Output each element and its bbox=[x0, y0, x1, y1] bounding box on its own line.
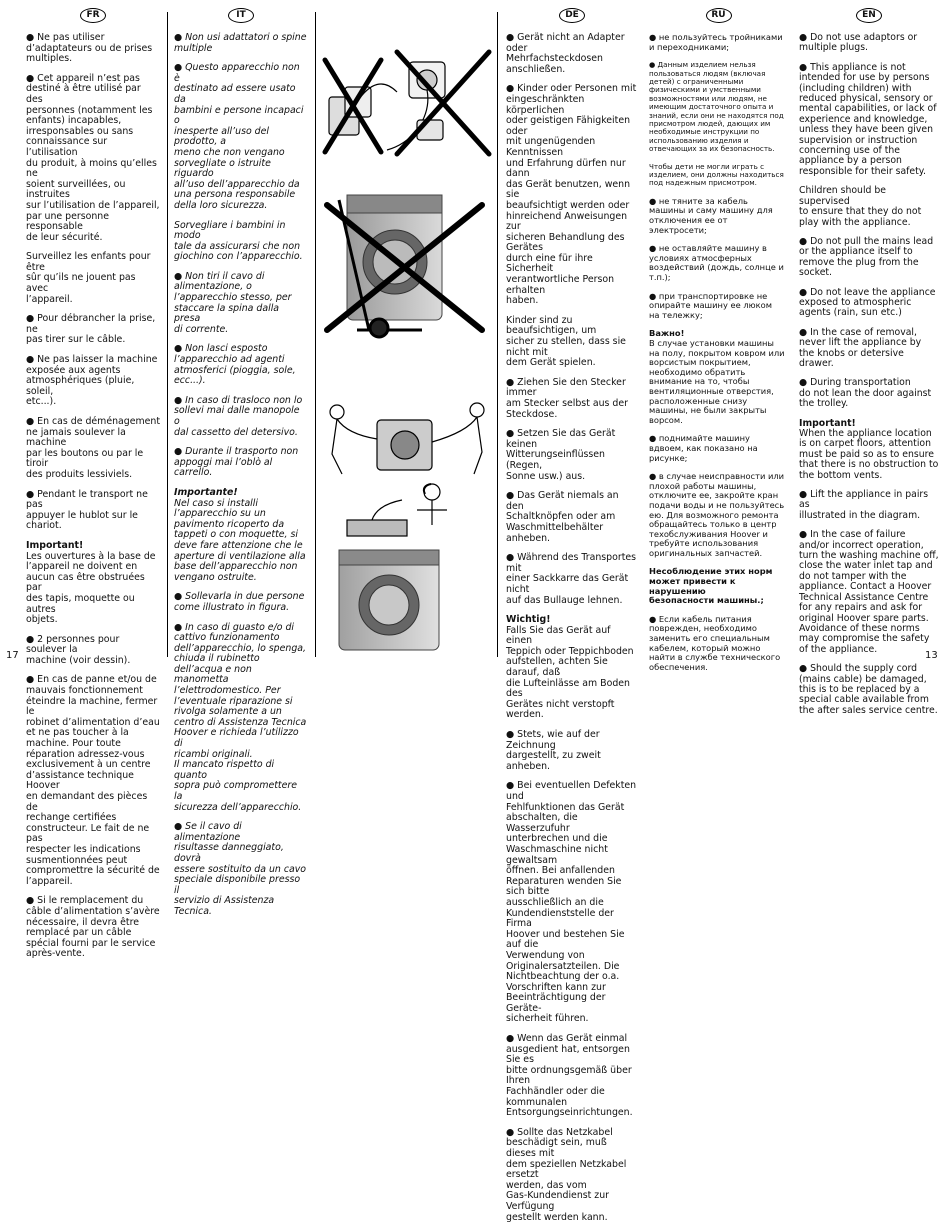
no-trolley-door-illustration bbox=[317, 180, 495, 340]
language-badge-en: EN bbox=[856, 8, 882, 23]
paragraph: ● Questo apparecchio non è destinato ad essere usato da bambini e persone incapaci o inesperte all’uso del prodotto, a meno che non vengano sorvegliate o istruite riguardo all’uso dell’apparecchio da una persona responsabile della loro sicurezza. bbox=[174, 62, 304, 211]
page-number-right: 13 bbox=[925, 650, 938, 661]
column-en bbox=[795, 0, 943, 716]
paragraph: ● This appliance is not intended for use by persons (including children) with reduced physical, sensory or mental capabilities, or lack of experience and knowledge, unless they have been given supervision or instruction concerning use of the appliance by a person responsible for their safety. bbox=[799, 61, 937, 177]
paragraph: Surveillez les enfants pour être sûr qu’ils ne jouent pas avec l’appareil. bbox=[26, 251, 151, 305]
important-heading: Важно! bbox=[649, 328, 685, 339]
paragraph: ● In the case of failure and/or incorrect operation, turn the washing machine off, close the water inlet tap and do not tamper with the appliance. Contact a Hoover Technical Assistance Centre for any repairs and ask for original Hoover spare parts. Avoidance of these norms may compromise the safety of the appliance. bbox=[799, 529, 939, 655]
paragraph: ● не тяните за кабель машины и саму машину для отключения ее от электросети; bbox=[649, 195, 773, 235]
important-heading: Important! bbox=[799, 417, 856, 429]
important-note: Wichtig! Falls Sie das Gerät auf einen Teppich oder Teppichboden aufstellen, achten Sie darauf, daß die Lufteinlässe am Boden des Gerätes nicht verstopft werden. bbox=[506, 614, 634, 721]
paragraph: ● Pendant le transport ne pas appuyer le hublot sur le chariot. bbox=[26, 488, 148, 532]
paragraph: ● при транспортировке не опирайте машину ее люком на тележку; bbox=[649, 290, 772, 320]
important-heading: Wichtig! bbox=[506, 614, 551, 626]
important-heading: Importante! bbox=[174, 486, 238, 498]
paragraph: ● Gerät nicht an Adapter oder Mehrfachsteckdosen anschließen. bbox=[506, 32, 625, 75]
column-it bbox=[170, 0, 312, 917]
no-multiple-plugs-illustration bbox=[317, 42, 495, 162]
language-badge-ru: RU bbox=[706, 8, 732, 23]
paragraph: ● Stets, wie auf der Zeichnung dargestellt, zu zweit anheben. bbox=[506, 729, 601, 772]
paragraph: ● Pour débrancher la prise, ne pas tirer sur le câble. bbox=[26, 313, 156, 346]
paragraph: ● Non lasci esposto l’apparecchio ad agenti atmosferici (pioggia, sole, ecc...). bbox=[174, 343, 296, 387]
paragraph: ● Если кабель питания поврежден, необходимо заменить его специальным кабелем, который можно найти в службе технического обеспечения. bbox=[649, 613, 781, 672]
warning-note: Несоблюдение этих норм может привести к нарушению безопасности машины.; bbox=[649, 566, 773, 606]
paragraph: ● Ne pas utiliser d’adaptateurs ou de prises multiples. bbox=[26, 32, 153, 65]
machine-front-illustration bbox=[317, 545, 495, 655]
paragraph: ● Si le remplacement du câble d’alimentation s’avère nécessaire, il devra être remplacé par un câble spécial fourni par le service après-vente. bbox=[26, 895, 160, 960]
paragraph: ● In caso di trasloco non lo sollevi mai dalle manopole o dal cassetto del detersivo. bbox=[174, 394, 303, 438]
column-divider bbox=[315, 12, 316, 657]
paragraph: ● Ne pas laisser la machine exposée aux agents atmosphériques (pluie, soleil, etc...). bbox=[26, 354, 158, 408]
lift-in-pairs-illustration bbox=[317, 400, 495, 480]
paragraph: ● Durante il trasporto non appoggi mai l’oblò al carrello. bbox=[174, 446, 299, 479]
paragraph: Kinder sind zu beaufsichtigen, um sicher zu stellen, dass sie nicht mit dem Gerät spielen. bbox=[506, 314, 626, 369]
paragraph: ● не оставляйте машину в условиях атмосферных воздействий (дождь, солнце и т.п.); bbox=[649, 243, 784, 283]
paragraph: Children should be supervised to ensure that they do not play with the appliance. bbox=[799, 185, 922, 228]
paragraph: ● Wenn das Gerät einmal ausgedient hat, entsorgen Sie es bitte ordnungsgemäß über Ihren Fachhändler oder die kommunalen Entsorgungseinrichtungen. bbox=[506, 1033, 633, 1119]
important-note: Важно! В случае установки машины на полу, покрытом ковром или ворсистым покрытием, необходимо обратить внимание на то, чтобы вентиляционные отверстия, расположенные снизу машины, не были закрыты ворсом. bbox=[649, 328, 785, 425]
paragraph: ● Cet appareil n’est pas destiné à être utilisé par des personnes (notamment les enfants) incapables, irresponsables ou sans connaissance sur l’utilisation du produit, à moins qu’elles ne soient surveillées, ou instruites sur l’utilisation de l’appareil, par une personne responsable de leur sécurité. bbox=[26, 72, 160, 243]
paragraph: ● Sollevarla in due persone come illustrato in figura. bbox=[174, 591, 305, 613]
important-note: Important! When the appliance location is on carpet floors, attention must be paid so as to ensure that there is no obstruction to the bottom vents. bbox=[799, 417, 939, 481]
language-badge-de: DE bbox=[559, 8, 585, 23]
paragraph: ● Se il cavo di alimentazione risultasse danneggiato, dovrà essere sostituito da un cavo speciale disponibile presso il servizio di Assistenza Tecnica. bbox=[174, 821, 307, 917]
paragraph: ● Ziehen Sie den Stecker immer am Stecker selbst aus der Steckdose. bbox=[506, 376, 628, 420]
paragraph: ● En cas de déménagement ne jamais soulever la machine par les boutons ou par le tiroir des produits lessiviels. bbox=[26, 416, 161, 480]
column-divider bbox=[167, 12, 168, 657]
column-ru bbox=[645, 0, 792, 672]
paragraph: ● In caso di guasto e/o di cattivo funzionamento dell’apparecchio, lo spenga, chiuda il rubinetto dell’acqua e non manometta l’elettrodomestico. Per l’eventuale riparazione si rivolga solamente a un centro di Assistenza Tecnica Hoover e richieda l’utilizzo di ricambi originali. Il mancato rispetto di quanto sopra può compromettere la sicurezza dell’apparecchio. bbox=[174, 621, 307, 813]
paragraph: ● During transportation do not lean the door against the trolley. bbox=[799, 377, 932, 410]
paragraph: ● Während des Transportes mit einer Sackkarre das Gerät nicht auf das Bullauge lehnen. bbox=[506, 552, 637, 606]
call-service-illustration bbox=[317, 480, 495, 540]
paragraph: ● Non usi adattatori o spine multiple bbox=[174, 32, 307, 54]
paragraph: ● En cas de panne et/ou de mauvais fonctionnement éteindre la machine, fermer le robinet d’alimentation d’eau et ne pas toucher à la machine. Pour toute réparation adressez-vous exclusivement à un centre d’assistance technique Hoover en demandant des pièces de rechange certifiées constructeur. Le fait de ne pas respecter les indications susmentionnées peut compromettre la sécurité de l’appareil. bbox=[26, 674, 160, 887]
paragraph: ● Do not pull the mains lead or the appliance itself to remove the plug from the socket. bbox=[799, 235, 934, 279]
paragraph: ● в случае неисправности или плохой работы машины, отключите ее, закройте кран подачи воды и не пользуйтесь ею. Для возможного ремонта обращайтесь только в центр техобслуживания Hoover и требуйте использования оригинальных запчастей. bbox=[649, 471, 785, 558]
paragraph: ● Do not leave the appliance exposed to atmospheric agents (rain, sun etc.) bbox=[799, 286, 936, 319]
paragraph: ● Setzen Sie das Gerät keinen Witterungseinflüssen (Regen, Sonne usw.) aus. bbox=[506, 428, 616, 482]
paragraph: ● Bei eventuellen Defekten und Fehlfunktionen das Gerät abschalten, die Wasserzufuhr unterbrechen und die Waschmaschine nicht gewaltsam öffnen. Bei anfallenden Reparaturen wenden Sie sich bitte ausschließlich an die Kundendienststelle der Firma Hoover und bestehen Sie auf die Verwendung von Originalersatzteilen. Die Nichtbeachtung der o.a. Vorschriften kann zur Beeinträchtigung der Geräte- sicherheit führen. bbox=[506, 780, 637, 1025]
paragraph: ● Das Gerät niemals an den Schaltknöpfen oder am Waschmittelbehälter anheben. bbox=[506, 490, 619, 544]
page-number-left: 17 bbox=[6, 650, 19, 661]
paragraph: ● Kinder oder Personen mit eingeschränkten körperlichen oder geistigen Fähigkeiten oder mit ungenügenden Kenntnissen und Erfahrung dürfen nur dann das Gerät benutzen, wenn sie beaufsichtigt werden oder hinreichend Anweisungen zur sicheren Behandlung des Gerätes durch eine für ihre Sicherheit verantwortliche Person erhalten haben. bbox=[506, 83, 637, 307]
paragraph: ● Should the supply cord (mains cable) be damaged, this is to be replaced by a special cable available from the after sales service centre. bbox=[799, 663, 938, 716]
important-note: Importante! Nel caso si installi l’apparecchio su un pavimento ricoperto da tappeti o con moquette, si deve fare attenzione che le aperture di ventilazione alla base dell’apparecchio non vengano ostruite. bbox=[174, 486, 306, 583]
paragraph: ● Do not use adaptors or multiple plugs. bbox=[799, 32, 918, 54]
paragraph: ● поднимайте машину вдвоем, как показано на рисунке; bbox=[649, 433, 758, 463]
important-note: Important! Les ouvertures à la base de l’appareil ne doivent en aucun cas être obstruées par des tapis, moquette ou autres objets. bbox=[26, 539, 156, 626]
column-fr bbox=[22, 0, 164, 960]
column-de bbox=[502, 0, 642, 1223]
paragraph: ● Данным изделием нельзя пользоваться людям (включая детей) с ограниченными физическими и умственными возможностями или людям, не имеющим достаточного опыта и знаний, если они не находятся под присмотром людей, дающих им необходимые инструкции по использованию изделия и отвечающих за их безопасность. bbox=[649, 60, 784, 154]
paragraph: ● Lift the appliance in pairs as illustrated in the diagram. bbox=[799, 489, 929, 521]
language-badge-it: IT bbox=[228, 8, 254, 23]
important-heading: Important! bbox=[26, 539, 84, 551]
paragraph: ● не пользуйтесь тройниками и переходниками; bbox=[649, 32, 783, 52]
language-badge-fr: FR bbox=[80, 8, 106, 23]
column-divider bbox=[497, 12, 498, 657]
paragraph: ● 2 personnes pour soulever la machine (voir dessin). bbox=[26, 633, 131, 666]
paragraph: Чтобы дети не могли играть с изделием, они должны находиться под надежным присмотром. bbox=[649, 161, 784, 188]
paragraph: ● Non tiri il cavo di alimentazione, o l’apparecchio stesso, per staccare la spina dalla presa di corrente. bbox=[174, 270, 292, 335]
paragraph: ● In the case of removal, never lift the appliance by the knobs or detersive drawer. bbox=[799, 326, 922, 369]
paragraph: Sorvegliare i bambini in modo tale da assicurarsi che non giochino con l’apparecchio. bbox=[174, 219, 303, 263]
paragraph: ● Sollte das Netzkabel beschädigt sein, muß dieses mit dem speziellen Netzkabel ersetzt werden, das vom Gas-Kundendienst zur Verfügung gestellt werden kann. bbox=[506, 1126, 627, 1223]
